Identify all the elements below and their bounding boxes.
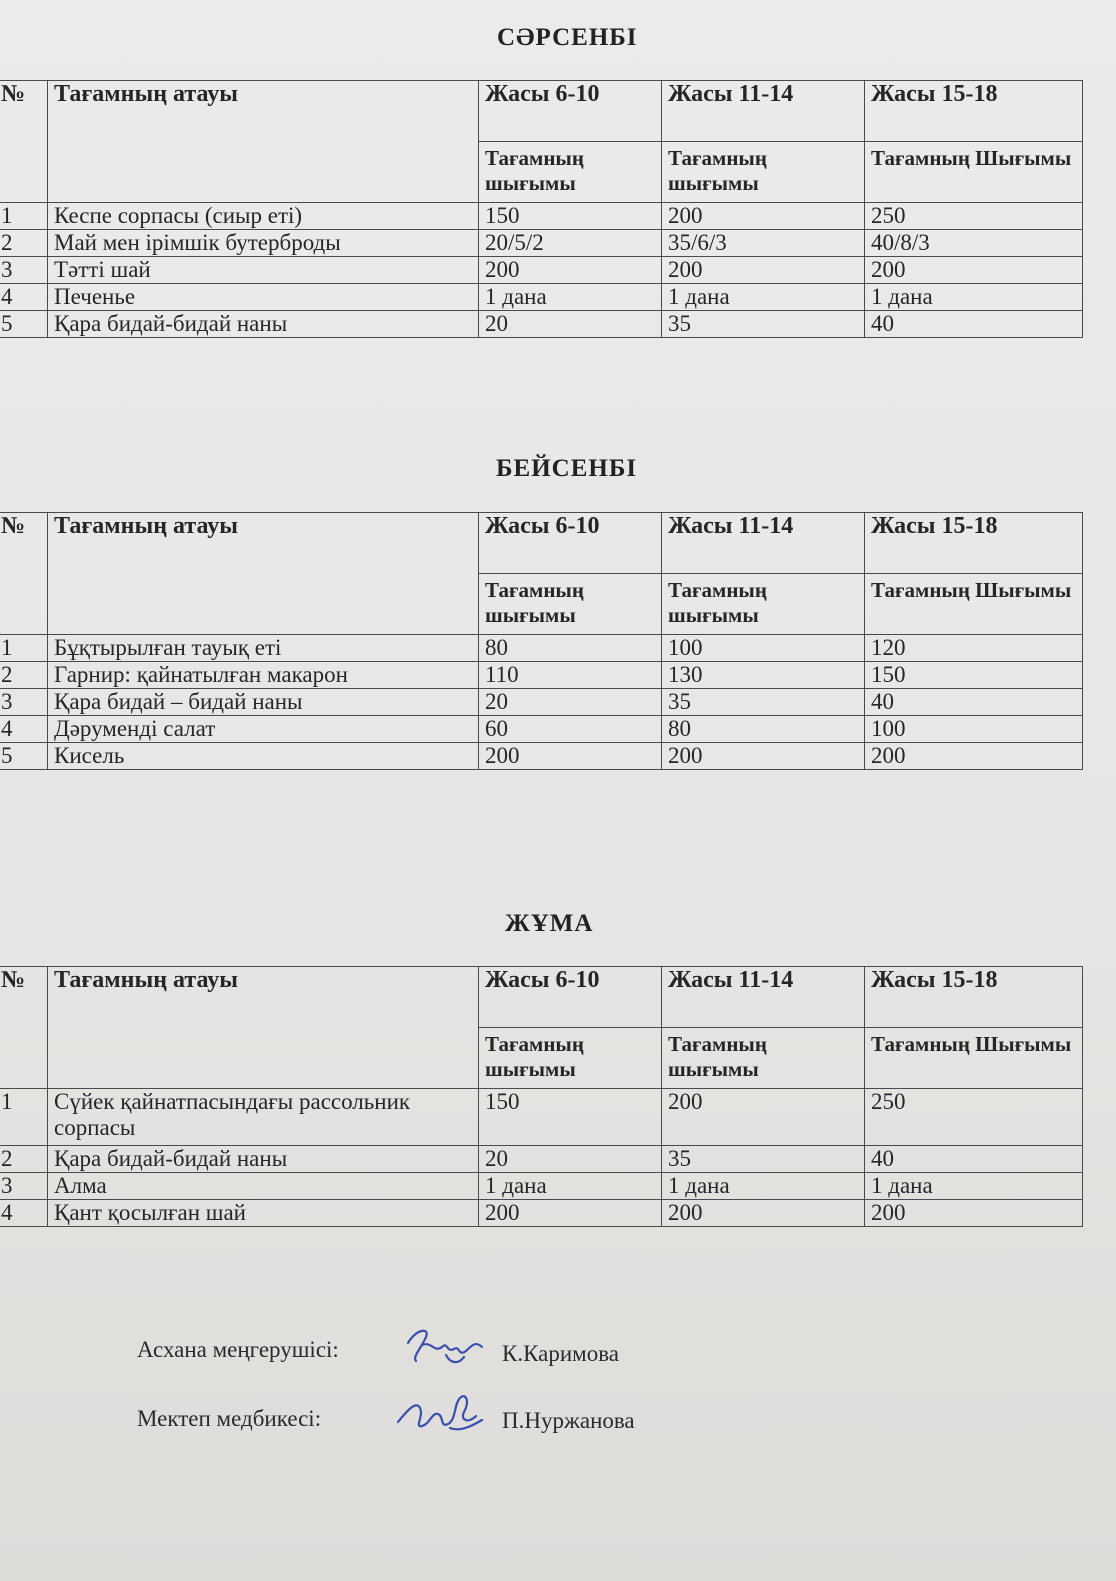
col-age2-header: Жасы 11-14 bbox=[662, 81, 865, 142]
row-value: 20 bbox=[479, 311, 662, 338]
table-row bbox=[0, 743, 1083, 770]
row-dish: Печенье bbox=[48, 284, 479, 311]
row-dish: Гарнир: қайнатылған макарон bbox=[48, 662, 479, 689]
col-name-header: Тағамның атауы bbox=[48, 967, 479, 1089]
row-value: 20 bbox=[479, 1146, 662, 1173]
col-output2-header: Тағамның шығымы bbox=[662, 142, 865, 203]
row-value: 200 bbox=[479, 1200, 662, 1227]
table-row bbox=[0, 203, 1083, 230]
row-value: 1 дана bbox=[865, 284, 1083, 311]
section-title-wednesday: СӘРСЕНБІ bbox=[497, 24, 638, 51]
table-row bbox=[0, 1146, 1083, 1173]
table-row bbox=[0, 662, 1083, 689]
col-output3-header: Тағамның Шығымы bbox=[865, 574, 1083, 635]
row-dish: Қара бидай-бидай наны bbox=[48, 1146, 479, 1173]
row-dish: Бұқтырылған тауық еті bbox=[48, 635, 479, 662]
col-no-header: № bbox=[0, 967, 48, 1089]
row-value: 200 bbox=[662, 743, 865, 770]
row-value: 35 bbox=[662, 689, 865, 716]
row-value: 200 bbox=[662, 257, 865, 284]
row-dish: Кеспе сорпасы (сиыр еті) bbox=[48, 203, 479, 230]
row-value: 200 bbox=[865, 257, 1083, 284]
row-dish: Сүйек қайнатпасындағы рассольник сорпасы bbox=[48, 1089, 479, 1146]
row-value: 250 bbox=[865, 1089, 1083, 1146]
row-value: 1 дана bbox=[479, 1173, 662, 1200]
table-row bbox=[0, 230, 1083, 257]
row-value: 40/8/3 bbox=[865, 230, 1083, 257]
col-name-header: Тағамның атауы bbox=[48, 81, 479, 203]
row-no: 2 bbox=[0, 1146, 48, 1173]
row-value: 200 bbox=[662, 203, 865, 230]
table-row bbox=[0, 1200, 1083, 1227]
row-no: 4 bbox=[0, 716, 48, 743]
table-row bbox=[0, 284, 1083, 311]
menu-table-friday bbox=[0, 966, 1083, 1227]
table-row bbox=[0, 1089, 1083, 1146]
row-value: 150 bbox=[865, 662, 1083, 689]
row-value: 200 bbox=[865, 743, 1083, 770]
col-output1-header: Тағамның шығымы bbox=[479, 142, 662, 203]
signature-school-nurse bbox=[390, 1382, 490, 1438]
col-age2-header: Жасы 11-14 bbox=[662, 513, 865, 574]
table-row bbox=[0, 689, 1083, 716]
row-no: 1 bbox=[0, 1089, 48, 1146]
row-value: 200 bbox=[479, 257, 662, 284]
row-value: 100 bbox=[865, 716, 1083, 743]
row-value: 100 bbox=[662, 635, 865, 662]
row-value: 250 bbox=[865, 203, 1083, 230]
section-title-friday: ЖҰМА bbox=[505, 910, 594, 937]
row-no: 4 bbox=[0, 284, 48, 311]
row-value: 200 bbox=[479, 743, 662, 770]
kitchen-head-label: Асхана меңгерушісі: bbox=[137, 1337, 339, 1362]
row-no: 3 bbox=[0, 1173, 48, 1200]
row-no: 3 bbox=[0, 257, 48, 284]
row-value: 110 bbox=[479, 662, 662, 689]
col-age1-header: Жасы 6-10 bbox=[479, 81, 662, 142]
menu-table-thursday bbox=[0, 512, 1083, 770]
row-dish: Тәтті шай bbox=[48, 257, 479, 284]
row-dish: Қара бидай-бидай наны bbox=[48, 311, 479, 338]
row-value: 130 bbox=[662, 662, 865, 689]
row-value: 35 bbox=[662, 311, 865, 338]
row-dish: Қант қосылған шай bbox=[48, 1200, 479, 1227]
row-no: 2 bbox=[0, 230, 48, 257]
row-no: 1 bbox=[0, 635, 48, 662]
row-value: 40 bbox=[865, 1146, 1083, 1173]
col-output1-header: Тағамның шығымы bbox=[479, 1028, 662, 1089]
table-row bbox=[0, 257, 1083, 284]
row-value: 150 bbox=[479, 203, 662, 230]
row-value: 200 bbox=[662, 1089, 865, 1146]
col-age1-header: Жасы 6-10 bbox=[479, 513, 662, 574]
row-no: 2 bbox=[0, 662, 48, 689]
col-output3-header: Тағамның Шығымы bbox=[865, 1028, 1083, 1089]
row-value: 120 bbox=[865, 635, 1083, 662]
table-row bbox=[0, 635, 1083, 662]
row-value: 20 bbox=[479, 689, 662, 716]
col-age3-header: Жасы 15-18 bbox=[865, 513, 1083, 574]
row-value: 80 bbox=[662, 716, 865, 743]
col-output2-header: Тағамның шығымы bbox=[662, 574, 865, 635]
col-output1-header: Тағамның шығымы bbox=[479, 574, 662, 635]
signature-kitchen-head bbox=[402, 1323, 492, 1371]
row-value: 80 bbox=[479, 635, 662, 662]
row-value: 1 дана bbox=[479, 284, 662, 311]
row-no: 5 bbox=[0, 743, 48, 770]
col-age3-header: Жасы 15-18 bbox=[865, 81, 1083, 142]
row-no: 3 bbox=[0, 689, 48, 716]
row-dish: Дәруменді салат bbox=[48, 716, 479, 743]
col-age2-header: Жасы 11-14 bbox=[662, 967, 865, 1028]
row-dish: Кисель bbox=[48, 743, 479, 770]
row-value: 1 дана bbox=[662, 284, 865, 311]
row-value: 1 дана bbox=[865, 1173, 1083, 1200]
menu-table-wednesday bbox=[0, 80, 1083, 338]
row-dish: Алма bbox=[48, 1173, 479, 1200]
col-output3-header: Тағамның Шығымы bbox=[865, 142, 1083, 203]
row-dish: Қара бидай – бидай наны bbox=[48, 689, 479, 716]
row-value: 60 bbox=[479, 716, 662, 743]
col-age3-header: Жасы 15-18 bbox=[865, 967, 1083, 1028]
col-output2-header: Тағамның шығымы bbox=[662, 1028, 865, 1089]
col-name-header: Тағамның атауы bbox=[48, 513, 479, 635]
row-value: 35/6/3 bbox=[662, 230, 865, 257]
row-no: 5 bbox=[0, 311, 48, 338]
school-nurse-label: Мектеп медбикесі: bbox=[137, 1406, 322, 1431]
col-age1-header: Жасы 6-10 bbox=[479, 967, 662, 1028]
row-value: 200 bbox=[865, 1200, 1083, 1227]
row-value: 40 bbox=[865, 311, 1083, 338]
kitchen-head-name: К.Каримова bbox=[502, 1341, 619, 1366]
row-no: 1 bbox=[0, 203, 48, 230]
section-title-thursday: БЕЙСЕНБІ bbox=[496, 455, 638, 482]
row-value: 200 bbox=[662, 1200, 865, 1227]
row-value: 20/5/2 bbox=[479, 230, 662, 257]
row-value: 1 дана bbox=[662, 1173, 865, 1200]
table-row bbox=[0, 311, 1083, 338]
row-value: 35 bbox=[662, 1146, 865, 1173]
table-row bbox=[0, 716, 1083, 743]
row-no: 4 bbox=[0, 1200, 48, 1227]
col-no-header: № bbox=[0, 513, 48, 635]
table-row bbox=[0, 1173, 1083, 1200]
row-value: 150 bbox=[479, 1089, 662, 1146]
school-nurse-name: П.Нуржанова bbox=[502, 1408, 635, 1433]
row-value: 40 bbox=[865, 689, 1083, 716]
col-no-header: № bbox=[0, 81, 48, 203]
row-dish: Май мен ірімшік бутерброды bbox=[48, 230, 479, 257]
